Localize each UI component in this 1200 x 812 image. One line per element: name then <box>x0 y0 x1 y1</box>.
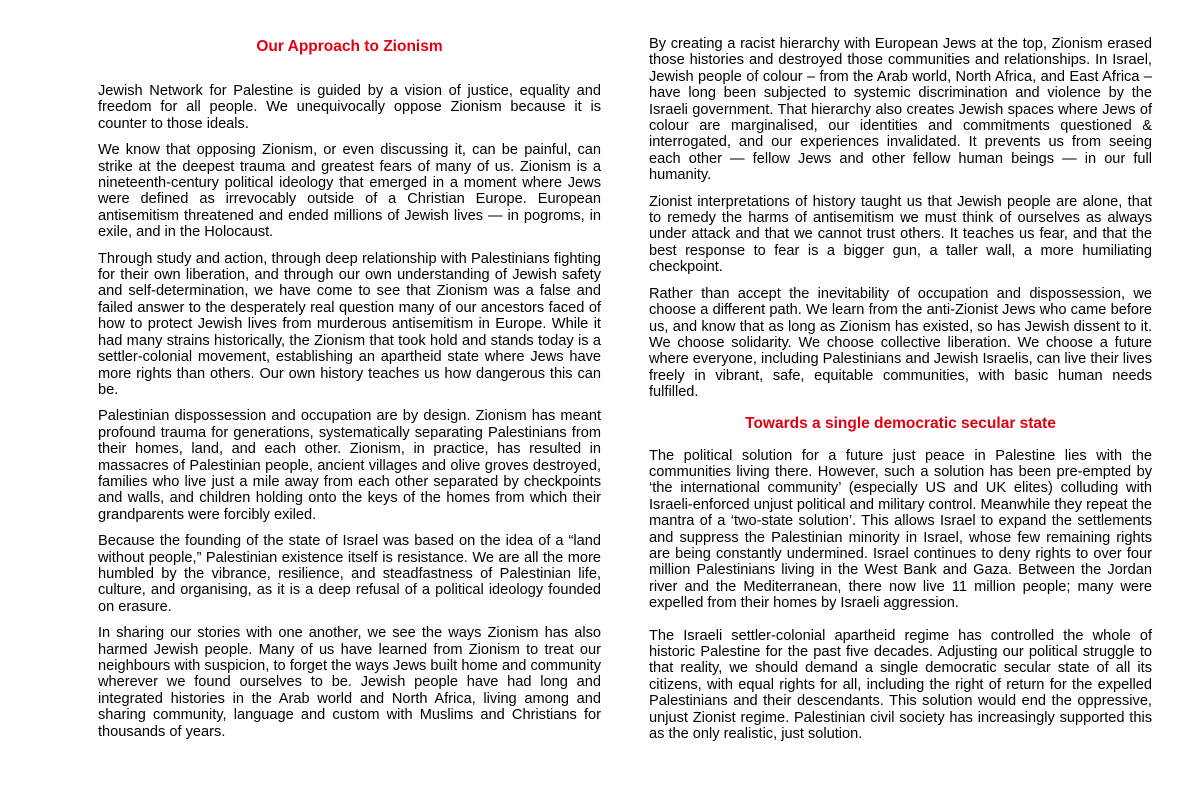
paragraph: Jewish Network for Palestine is guided by a vision of justice, equality and freedom for all people. We unequivocally oppose Zionism because it is counter to those ideals. <box>98 83 601 132</box>
paragraph: We know that opposing Zionism, or even discussing it, can be painful, can strike at the deepest trauma and greatest fears of many of us. Zionism is a nineteenth-century political ideology that emerged in a moment where Jews were defined as irrevocably outside of a Christian Europe. European antisemitism threatened and ended millions of Jewish lives — in pogroms, in exile, and in the Holocaust. <box>98 142 601 241</box>
paragraph: Rather than accept the inevitability of occupation and dispossession, we choose a different path. We learn from the anti-Zionist Jews who came before us, and know that as long as Zionism has existed, so has Jewish dissent to it. We choose solidarity. We choose collective liberation. We choose a future where everyone, including Palestinians and Jewish Israelis, can live their lives freely in vibrant, safe, equitable communities, with basic human needs fulfilled. <box>649 285 1152 401</box>
paragraph: In sharing our stories with one another, we see the ways Zionism has also harmed Jewish people. Many of us have learned from Zionism to treat our neighbours with suspicion, to forget the ways Jews built home and community wherever we found ourselves to be. Jewish people have had long and integrated histories in the Arab world and North Africa, living among and sharing community, language and custom with Muslims and Christians for thousands of years. <box>98 625 601 740</box>
paragraph: Palestinian dispossession and occupation are by design. Zionism has meant profound trauma for generations, systematically separating Palestinians from their homes, land, and each other. Zionism, in practice, has resulted in massacres of Palestinian people, ancient villages and olive groves destroyed, families who live just a mile away from each other separated by checkpoints and walls, and children holding onto the keys of the homes from which their grandparents were forcibly exiled. <box>98 408 601 523</box>
paragraph: Because the founding of the state of Israel was based on the idea of a “land without people,” Palestinian existence itself is resistance. We are all the more humbled by the vibrance, resilience, and steadfastness of Palestinian life, culture, and organising, as it is a deep refusal of a political ideology founded on erasure. <box>98 533 601 615</box>
paragraph: Through study and action, through deep relationship with Palestinians fighting for their own liberation, and through our own understanding of Jewish safety and self-determination, we have come to see that Zionism was a false and failed answer to the desperately real question many of our ancestors faced of how to protect Jewish lives from murderous antisemitism in Europe. While it had many strains historically, the Zionism that took hold and stands today is a settler-colonial movement, establishing an apartheid state where Jews have more rights than others. Our own history teaches us how dangerous this can be. <box>98 250 601 398</box>
paragraph: Zionist interpretations of history taught us that Jewish people are alone, that to remedy the harms of antisemitism we must think of ourselves as always under attack and that we cannot trust others. It teaches us fear, and that the best response to fear is a bigger gun, a taller wall, a more humiliating checkpoint. <box>649 193 1152 276</box>
left-column <box>98 36 601 750</box>
section-heading-single-state: Towards a single democratic secular state <box>745 414 1056 432</box>
paragraph: The political solution for a future just peace in Palestine lies with the communities living there. However, such a solution has been pre-empted by ‘the international community’ (especially US and UK elites) colluding with Israeli-enforced unjust political and military control. Meanwhile they repeat the mantra of a ‘two-state solution’. This allows Israel to expand the settlements and suppress the Palestinian minority in Israel, whose few remaining rights are being constantly undermined. Israel continues to deny rights to over four million Palestinians living in the West Bank and Gaza. Between the Jordan river and the Mediterranean, there now live 11 million people; many were expelled from their homes by Israeli aggression. <box>649 447 1152 612</box>
paragraph: By creating a racist hierarchy with European Jews at the top, Zionism erased those histories and destroyed those communities and relationships. In Israel, Jewish people of colour – from the Arab world, North Africa, and East Africa – have long been subjected to systemic discrimination and violence by the Israeli government. That hierarchy also creates Jewish spaces where Jews of colour are marginalised, our identities and commitments questioned & interrogated, and our experiences invalidated. It prevents us from seeing each other — fellow Jews and other fellow human beings — in our full humanity. <box>649 36 1152 184</box>
paragraph: The Israeli settler-colonial apartheid regime has controlled the whole of historic Palestine for the past five decades. Adjusting our political struggle to that reality, we should demand a single democratic secular state of all its citizens, with equal rights for all, including the right of return for the expelled Palestinians and their descendants. This solution would end the oppressive, unjust Zionist regime. Palestinian civil society has increasingly supported this as the only realistic, just solution. <box>649 627 1152 743</box>
right-column <box>649 36 1152 752</box>
section-heading-zionism: Our Approach to Zionism <box>256 38 443 55</box>
